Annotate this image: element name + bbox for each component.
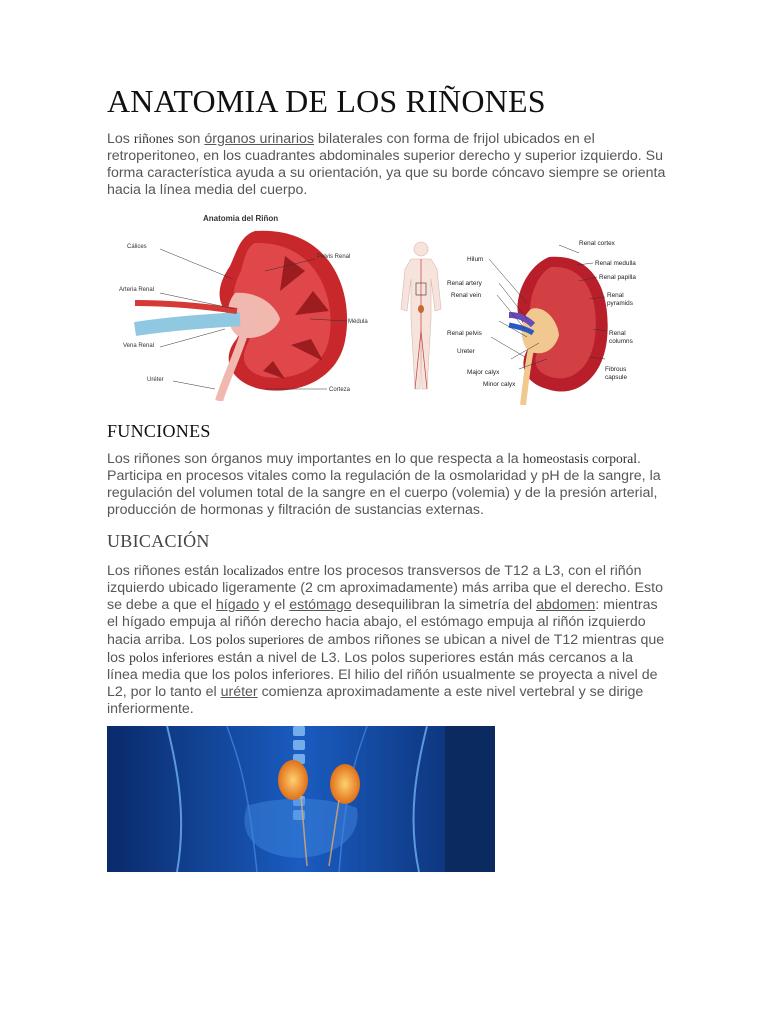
ubicacion-term-polos-superiores: polos superiores: [215, 632, 304, 647]
label-fibrous-capsule-2: capsule: [605, 374, 628, 381]
funciones-term-homeostasis: homeostasis corporal: [522, 451, 637, 466]
label-vena-renal: Vena Renal: [123, 343, 155, 349]
heading-funciones: FUNCIONES: [107, 421, 211, 441]
label-ureter: Uréter: [147, 377, 164, 383]
label-medula: Médula: [348, 319, 368, 325]
link-abdomen[interactable]: abdomen: [536, 597, 596, 613]
link-estomago[interactable]: estómago: [289, 597, 352, 613]
kidney-left-glow: [278, 760, 308, 800]
kidney-right-glow: [330, 764, 360, 804]
ubicacion-text-7: están a nivel de L3. Los polos superiores están más cercanos a la línea media que los polos inferiores. El hilio del riñón usualmente se proyecta a nivel de L2, por lo tanto el: [107, 650, 658, 700]
page-title: ANATOMIA DE LOS RIÑONES: [107, 83, 546, 119]
intro-paragraph: [107, 130, 667, 199]
label-hilum: Hilum: [467, 256, 484, 263]
label-renal-pyramids-1: Renal: [607, 292, 624, 299]
label-corteza: Corteza: [329, 387, 351, 393]
figure-left-title: Anatomia del Riñon: [203, 214, 279, 223]
intro-text-3: bilaterales con forma de frijol ubicados en el retroperitoneo, en los cuadrantes abdominales superior derecho y superior izquierdo. Su forma característica ayuda a su orientación, ya que su borde cóncavo siempre se orienta hacia la línea media del cuerpo.: [107, 131, 666, 198]
document-page: [107, 82, 667, 872]
link-ureter[interactable]: uréter: [220, 684, 258, 700]
kidney-anatomy-figure: [115, 211, 377, 401]
label-pelvis-renal: Pelvis Renal: [317, 254, 351, 260]
label-calices: Cálices: [127, 244, 147, 250]
funciones-text-1: Los riñones son órganos muy importantes en lo que respecta a la: [107, 451, 523, 467]
ubicacion-text-6: de ambos riñones se ubican a nivel de T12 mientras que los: [107, 632, 665, 666]
kidney-english-figure: [379, 239, 649, 405]
ubicacion-term-polos-inferiores: polos inferiores: [129, 650, 214, 665]
label-renal-cortex: Renal cortex: [579, 240, 615, 247]
intro-term-rinones: riñones: [133, 131, 174, 146]
heading-ubicacion: UBICACIÓN: [107, 531, 210, 551]
ubicacion-text-5: : mientras el hígado empuja al riñón derecho hacia abajo, el estómago empuja al riñón izquierdo hacia arriba. Los: [107, 597, 658, 648]
intro-text-1: Los: [107, 131, 134, 147]
intro-text-2: son: [173, 131, 205, 147]
label-ureter-en: Ureter: [457, 348, 475, 355]
label-renal-vein: Renal vein: [451, 292, 482, 299]
ubicacion-paragraph: [107, 562, 667, 718]
label-renal-columns-1: Renal: [609, 330, 626, 337]
link-higado[interactable]: hígado: [215, 597, 260, 613]
label-minor-calyx: Minor calyx: [483, 381, 516, 388]
ubicacion-term-localizados: localizados: [222, 563, 284, 578]
ubicacion-text-8: comienza aproximadamente a este nivel vertebral y se dirige inferiormente.: [107, 684, 644, 717]
ubicacion-text-4: desequilibran la simetría del: [351, 597, 537, 613]
ubicacion-text-1: Los riñones están: [107, 563, 223, 579]
label-renal-columns-2: columns: [609, 338, 633, 345]
funciones-text-2: . Participa en procesos vitales como la regulación de la osmolaridad y pH de la sangre, la regulación del volumen total de la sangre en el cuerpo (volemia) y de la presión arterial, producción de hormonas y filtración de sustancias externas.: [107, 451, 661, 518]
ubicacion-text-2: entre los procesos transversos de T12 a L3, con el riñón izquierdo ubicado ligeramente (2 cm aproximadamente) más arriba que el derecho. Esto se debe a que el: [107, 563, 663, 613]
label-renal-pyramids-2: pyramids: [607, 300, 633, 307]
label-renal-artery: Renal artery: [447, 280, 482, 287]
link-organos-urinarios[interactable]: órganos urinarios: [204, 131, 314, 147]
label-renal-pelvis: Renal pelvis: [447, 330, 482, 337]
label-renal-papilla: Renal papilla: [599, 274, 636, 281]
funciones-paragraph: [107, 450, 667, 519]
kidney-figures: [107, 211, 667, 411]
label-major-calyx: Major calyx: [467, 369, 500, 376]
label-fibrous-capsule-1: Fibrous: [605, 366, 627, 373]
xray-torso-image: [107, 726, 495, 872]
label-arteria-renal: Arteria Renal: [119, 287, 155, 293]
ubicacion-text-3: y el: [259, 597, 290, 613]
label-renal-medulla: Renal medulla: [595, 260, 636, 267]
